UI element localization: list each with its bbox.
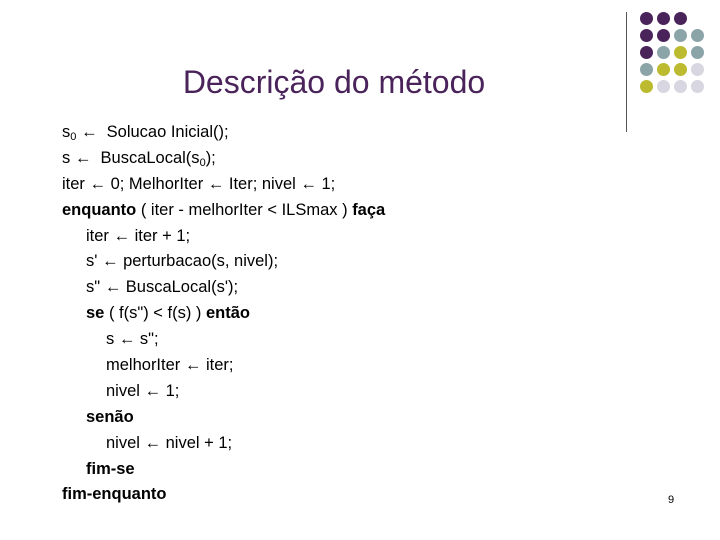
- code-line-14: fim-se: [86, 459, 135, 478]
- code-line-11: nivel ← 1;: [106, 381, 180, 400]
- code-line-3: iter ← 0; MelhorIter ← Iter; nivel ← 1;: [62, 174, 336, 193]
- code-line-2: s ← $BuscaLocal(s_0)$;: [62, 148, 216, 169]
- keyword-enquanto: enquanto: [62, 200, 137, 219]
- keyword-entao: então: [206, 304, 251, 323]
- code-line-1: $s_0$ ← Solucao Inicial();: [62, 123, 229, 143]
- code-line-10: melhorIter ← iter;: [106, 356, 234, 375]
- decorative-dot: [691, 80, 704, 93]
- page-number: 9: [668, 494, 675, 506]
- code-line-7: s" ← BuscaLocal(s');: [86, 278, 239, 297]
- decorative-dot: [640, 29, 653, 42]
- decorative-dot: [691, 29, 704, 42]
- code-line-13: nivel ← nivel + 1;: [106, 433, 233, 452]
- decorative-dot: [691, 63, 704, 76]
- keyword-se: se: [86, 304, 105, 323]
- decorative-dot: [691, 46, 704, 59]
- slide-title: Descrição do método: [182, 64, 486, 100]
- decorative-dot: [674, 80, 687, 93]
- decorative-dot: [674, 12, 687, 25]
- code-line-12: senão: [86, 407, 134, 426]
- decorative-dot: [657, 12, 670, 25]
- decorative-dot: [674, 29, 687, 42]
- decorative-dot: [640, 12, 653, 25]
- decorative-dot: [674, 63, 687, 76]
- code-line-6: s' ← perturbacao(s, nivel);: [86, 252, 279, 271]
- code-line-5: iter ← iter + 1;: [86, 226, 191, 245]
- keyword-faca: faça: [352, 200, 386, 219]
- decorative-dot: [674, 46, 687, 59]
- code-line-4: enquanto ( iter - melhorIter < ILSmax ) faça: [62, 200, 386, 219]
- code-line-8: se ( f(s") < f(s) ) então: [86, 304, 251, 323]
- code-line-15: fim-enquanto: [62, 485, 167, 504]
- decorative-dot: [657, 29, 670, 42]
- decorative-dot: [657, 46, 670, 59]
- pseudocode-block: [62, 120, 385, 508]
- decorative-dot: [640, 46, 653, 59]
- code-line-9: s ← s";: [106, 330, 159, 349]
